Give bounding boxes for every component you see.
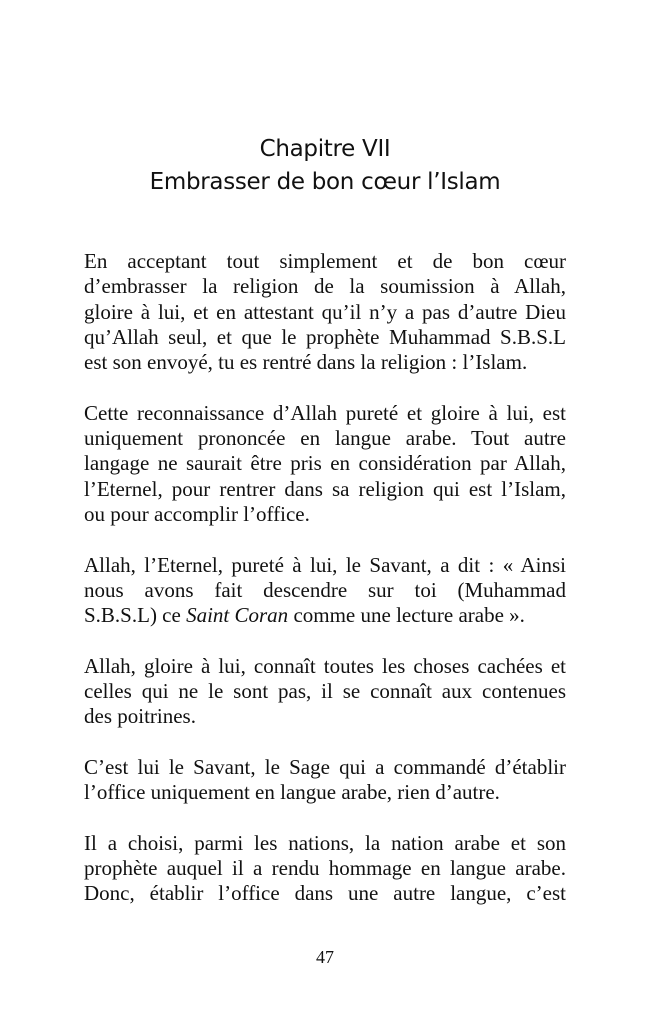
paragraph [84, 755, 566, 806]
text-line: prophète auquel il a rendu hommage en langue arabe. [84, 856, 566, 881]
body-text [84, 249, 566, 932]
text-line: l’Eternel, pour rentrer dans sa religion qui est l’Islam, [84, 476, 566, 501]
text-line: langage ne saurait être pris en considération par Allah, [84, 451, 566, 476]
text-line: uniquement prononcée en langue arabe. Tout autre [84, 426, 566, 451]
paragraph [84, 249, 566, 375]
text-line: C’est lui le Savant, le Sage qui a commandé d’établir [84, 754, 566, 779]
text-line: des poitrines. [84, 704, 196, 729]
text-line: Il a choisi, parmi les nations, la nation arabe et son [84, 830, 566, 855]
paragraph [84, 831, 566, 907]
chapter-title: Embrasser de bon cœur l’Islam [149, 169, 501, 195]
text-line: celles qui ne le sont pas, il se connaît aux contenues [84, 679, 566, 704]
chapter-number: Chapitre VII [259, 136, 391, 162]
text-segment: S.B.S.L) ce [84, 603, 187, 628]
text-line: ou pour accomplir l’office. [84, 501, 310, 526]
text-line: nous avons fait descendre sur toi (Muhammad [84, 577, 566, 602]
text-line: Allah, l’Eternel, pureté à lui, le Savant, a dit : « Ainsi [84, 552, 566, 577]
paragraph [84, 553, 566, 629]
text-line: l’office uniquement en langue arabe, rien d’autre. [84, 780, 500, 805]
paragraph [84, 401, 566, 527]
paragraph [84, 654, 566, 730]
text-line: Donc, établir l’office dans une autre langue, c’est [84, 881, 566, 906]
text-line: est son envoyé, tu es rentré dans la religion : l’Islam. [84, 350, 528, 375]
text-line: Allah, gloire à lui, connaît toutes les choses cachées et [84, 653, 566, 678]
italic-title: Saint Coran [186, 603, 289, 628]
page-number: 47 [316, 947, 334, 967]
text-line [84, 603, 566, 628]
text-line: qu’Allah seul, et que le prophète Muhammad S.B.S.L [84, 324, 566, 349]
text-line: gloire à lui, et en attestant qu’il n’y a pas d’autre Dieu [84, 299, 566, 324]
text-line: En acceptant tout simplement et de bon cœur [84, 249, 566, 273]
text-line: d’embrasser la religion de la soumission à Allah, [84, 274, 566, 299]
text-segment: comme une lecture arabe ». [288, 603, 525, 628]
text-line: Cette reconnaissance d’Allah pureté et gloire à lui, est [84, 400, 566, 425]
